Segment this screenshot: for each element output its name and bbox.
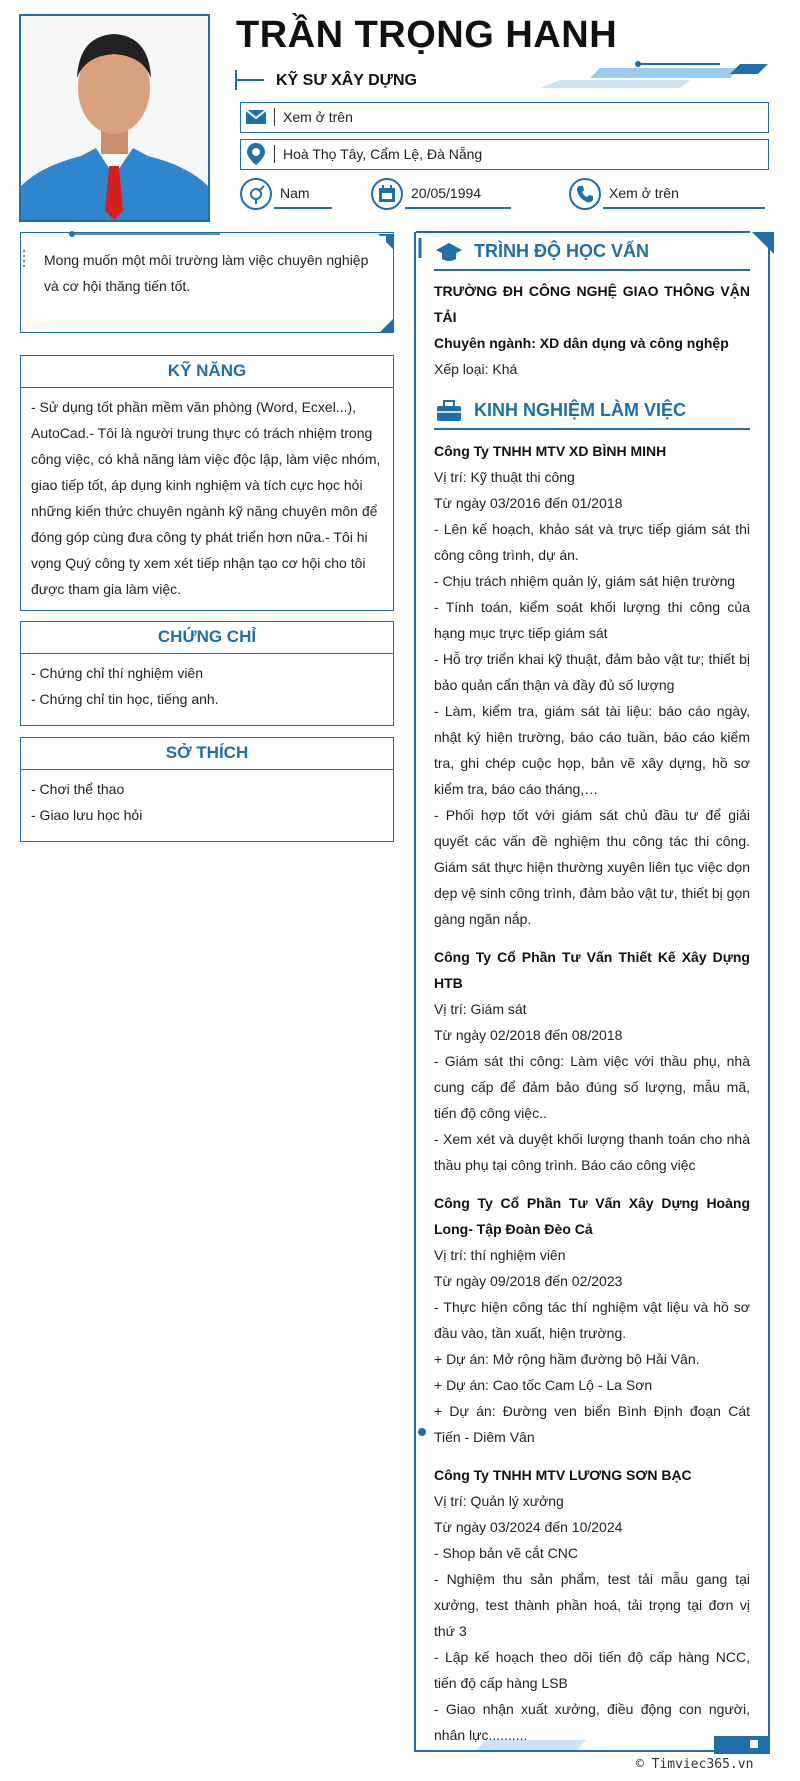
avatar (21, 16, 208, 220)
job-period: Từ ngày 02/2018 đến 08/2018 (434, 1027, 623, 1043)
objective-text: Mong muốn một môi trường làm việc chuyên nghiệp và cơ hội thăng tiến tốt. (44, 252, 369, 294)
hobby-item: - Chơi thể thao (31, 781, 125, 797)
gender-field (240, 178, 332, 212)
job-entry (434, 438, 750, 932)
hobbies-heading: SỞ THÍCH (20, 737, 394, 770)
job-duty: - Giao nhận xuất xưởng, điều động con người, nhân lực.......... (434, 1701, 750, 1743)
calendar-icon (371, 178, 403, 210)
job-duty: - Xem xét và duyệt khối lượng thanh toán cho nhà thầu phụ tại công trình. Báo cáo công việc (434, 1131, 750, 1173)
job-position: Vị trí: thí nghiệm viên (434, 1247, 566, 1263)
phone-icon (569, 178, 601, 210)
email-value: Xem ở trên (283, 109, 353, 125)
job-duty: - Nghiệm thu sản phẩm, test tải mẫu gang tại xưởng, test thành phần hoá, tải trọng tại đơn vị thứ 3 (434, 1571, 750, 1639)
job-period: Từ ngày 03/2016 đến 01/2018 (434, 495, 623, 511)
graduation-cap-icon (436, 241, 462, 263)
job-duty: - Giám sát thi công: Làm việc với thầu phụ, nhà cung cấp để đảm bảo đúng số lượng, mẫu mã, tiến độ công việc.. (434, 1053, 750, 1121)
phone-field (569, 178, 765, 212)
certificate-item: - Chứng chỉ tin học, tiếng anh. (31, 691, 219, 707)
candidate-name: TRẦN TRỌNG HANH (236, 14, 618, 56)
job-company: Công Ty Cổ Phần Tư Vấn Xây Dựng Hoàng Long- Tập Đoàn Đèo Cả (434, 1195, 750, 1237)
job-position: Vị trí: Kỹ thuật thi công (434, 469, 575, 485)
birthday-field (371, 178, 511, 212)
job-entry (434, 944, 750, 1178)
job-duty: - Hỗ trợ triển khai kỹ thuật, đảm bảo vật tư; thiết bị bảo quản cẩn thận và đầy đủ số lượng (434, 651, 750, 693)
job-period: Từ ngày 09/2018 đến 02/2023 (434, 1273, 623, 1289)
job-duty: - Chịu trách nhiệm quản lý, giám sát hiện trường (434, 573, 736, 589)
education-heading (434, 237, 750, 271)
education-content (434, 278, 750, 382)
skills-body (20, 388, 394, 611)
education-title: TRÌNH ĐỘ HỌC VẤN (474, 241, 649, 261)
birthday-value: 20/05/1994 (411, 185, 482, 201)
skills-text: - Sử dụng tốt phần mềm văn phòng (Word, Ecxel...), AutoCad.- Tôi là người trung thực có trách nhiệm trong công việc, có khả năng làm việc độc lập, làm việc nhóm, giao tiếp tốt, áp dụng kinh nghiệm và tích cực học hỏi những kiến thức chuyên ngành kỹ năng chuyên môn để đóng góp cùng đưa công ty phát triển hơn nữa.- Tôi hi vọng Quý công ty xem xét tiếp nhận tạo cơ hội cho tôi được tham gia làm việc. (31, 399, 381, 597)
skills-heading: KỸ NĂNG (20, 355, 394, 388)
hobbies-body (20, 770, 394, 842)
job-duty: - Lên kế hoạch, khảo sát và trực tiếp giám sát thi công công trình, dự án. (434, 521, 750, 563)
profile-photo (19, 14, 210, 222)
title-bracket-icon (234, 68, 274, 92)
address-row (240, 139, 769, 170)
job-duty: + Dự án: Mở rộng hầm đường bộ Hải Vân. (434, 1351, 700, 1367)
job-duty: + Dự án: Đường ven biển Bình Định đoạn Cát Tiến - Diêm Vân (434, 1403, 750, 1445)
job-position: Vị trí: Giám sát (434, 1001, 527, 1017)
email-icon (241, 103, 271, 131)
phone-value: Xem ở trên (609, 185, 679, 201)
address-value: Hoà Thọ Tây, Cẩm Lệ, Đà Nẵng (283, 146, 483, 162)
job-entry (434, 1462, 750, 1748)
grade: Xếp loại: Khá (434, 361, 518, 377)
job-company: Công Ty TNHH MTV LƯƠNG SƠN BẠC (434, 1467, 692, 1483)
job-duty: - Làm, kiểm tra, giám sát tài liệu: báo cáo ngày, nhật ký hiện trường, báo cáo tuần, báo cáo kiểm tra, ghi chép cuộc họp, bản vẽ xây dựng, hồ sơ kiểm tra, báo cáo tháng,… (434, 703, 750, 797)
job-title: KỸ SƯ XÂY DỰNG (276, 72, 417, 89)
job-duty: - Phối hợp tốt với giám sát chủ đầu tư để giải quyết các vấn đề nghiệm thu công tác thi công. Giám sát thực hiện thường xuyên liên tục việc dọn dẹp vệ sinh công trình, đảm bảo vật tư, thiết bị gọn gàng ngăn nắp. (434, 807, 751, 927)
job-period: Từ ngày 03/2024 đến 10/2024 (434, 1519, 623, 1535)
job-duty: - Shop bản vẽ cắt CNC (434, 1545, 578, 1561)
job-position: Vị trí: Quản lý xưởng (434, 1493, 564, 1509)
job-duty: - Lập kế hoạch theo dõi tiến độ cấp hàng NCC, tiến độ cấp hàng LSB (434, 1649, 750, 1691)
job-entry (434, 1190, 750, 1450)
experience-list (434, 438, 750, 1760)
gender-icon (240, 178, 272, 210)
experience-title: KINH NGHIỆM LÀM VIỆC (474, 400, 687, 420)
watermark: © Timviec365.vn (636, 1757, 754, 1772)
hobby-item: - Giao lưu học hỏi (31, 807, 143, 823)
job-company: Công Ty Cổ Phần Tư Vấn Thiết Kế Xây Dựng HTB (434, 949, 750, 991)
certificates-body (20, 654, 394, 726)
major: Chuyên ngành: XD dân dụng và công nghệp (434, 335, 729, 351)
certificates-heading: CHỨNG CHỈ (20, 621, 394, 654)
experience-heading (434, 396, 750, 430)
briefcase-icon (436, 400, 462, 422)
gender-value: Nam (280, 185, 310, 201)
job-duty: + Dự án: Cao tốc Cam Lộ - La Sơn (434, 1377, 653, 1393)
job-duty: - Tính toán, kiểm soát khối lượng thi công của hạng mục trực tiếp giám sát (434, 599, 750, 641)
certificate-item: - Chứng chỉ thí nghiệm viên (31, 665, 204, 681)
location-icon (241, 140, 271, 168)
email-row (240, 102, 769, 133)
job-company: Công Ty TNHH MTV XD BÌNH MINH (434, 443, 667, 459)
job-duty: - Thực hiện công tác thí nghiệm vật liệu và hồ sơ đầu vào, tần xuất, hiện trường. (434, 1299, 750, 1341)
school-name: TRƯỜNG ĐH CÔNG NGHỆ GIAO THÔNG VẬN TẢI (434, 283, 750, 325)
header-decoration (540, 58, 775, 98)
